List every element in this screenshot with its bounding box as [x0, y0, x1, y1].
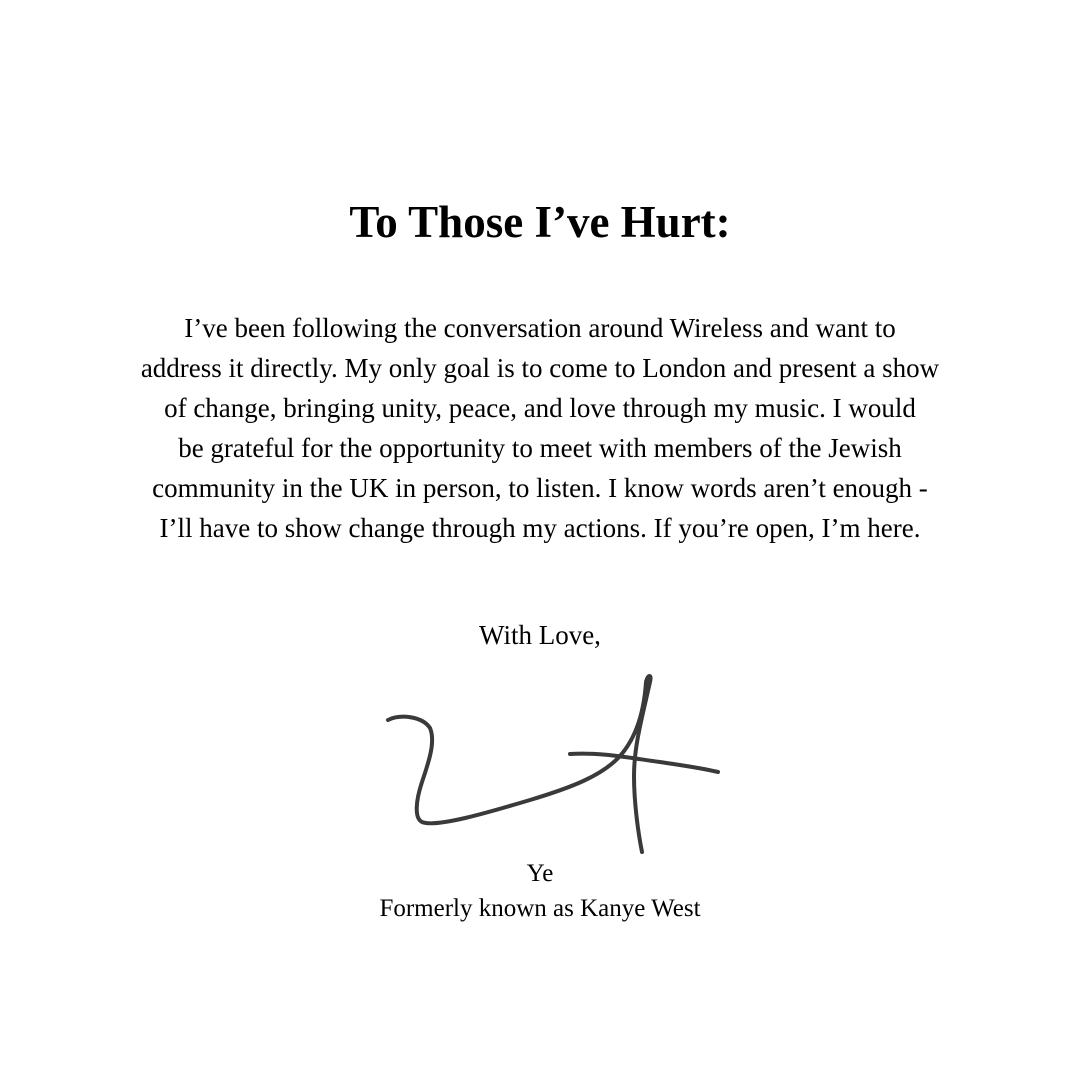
letter-body-line: address it directly. My only goal is to come to London and present a show	[140, 353, 940, 383]
letter-closing: With Love,	[479, 620, 601, 650]
signature-stroke	[570, 754, 718, 772]
letter-body-line: community in the UK in person, to listen. I know words aren’t enough -	[152, 473, 928, 503]
letter-body-line: I’ve been following the conversation around Wireless and want to	[184, 313, 896, 343]
letter-body-line: I’ll have to show change through my actions. If you’re open, I’m here.	[159, 513, 921, 543]
signatory-name: Ye	[526, 860, 554, 887]
signatory-subtitle: Formerly known as Kanye West	[379, 895, 701, 922]
letter-body-line: be grateful for the opportunity to meet with members of the Jewish	[178, 433, 902, 463]
letter-body-line: of change, bringing unity, peace, and love through my music. I would	[164, 393, 916, 423]
letter-title: To Those I’ve Hurt:	[349, 197, 731, 247]
signature-stroke	[388, 676, 651, 852]
handwritten-signature	[380, 672, 730, 862]
letter-body	[80, 308, 1000, 548]
